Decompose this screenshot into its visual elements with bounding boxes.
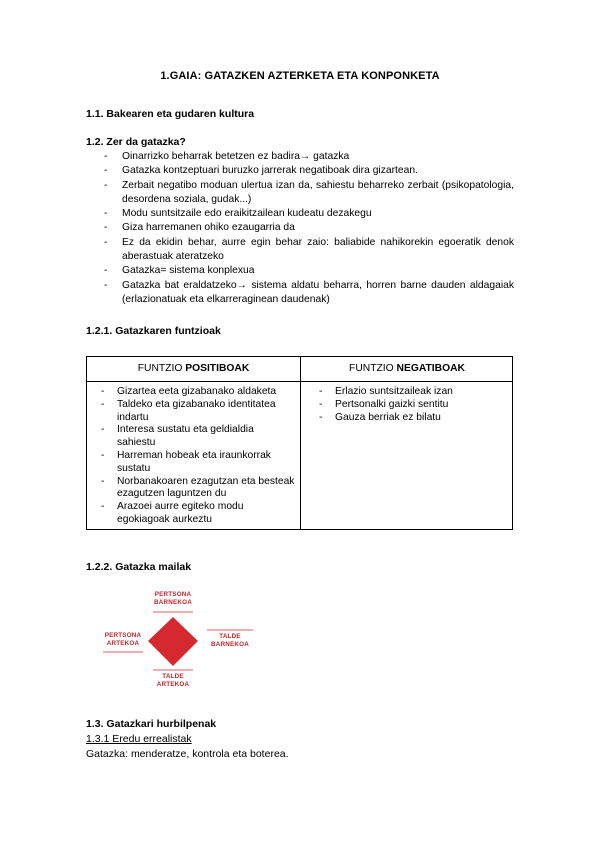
- definition-bullet-list: [86, 150, 514, 307]
- label-line: ARTEKOA: [106, 639, 140, 647]
- positive-functions-list: [95, 386, 295, 527]
- list-item: - Gatazka= sistema konplexua: [86, 264, 514, 278]
- table-divider: [300, 357, 301, 529]
- list-item: - Norbanakoaren ezagutzan eta besteak ezagutzen laguntzen du: [95, 476, 295, 502]
- conflict-levels-diagram: [100, 588, 270, 694]
- heading-1-3: 1.3. Gatazkari hurbilpenak: [86, 718, 217, 730]
- list-item: - Zerbait negatibo moduan ulertua izan da, sahiestu beharreko zerbait (psikopatologia, desordena soziala, gudak...): [86, 179, 514, 208]
- heading-1-2: 1.2. Zer da gatazka?: [86, 136, 186, 148]
- list-item: - Modu suntsitzaile edo eraikitzailean kudeatu dezakegu: [86, 207, 514, 221]
- negative-functions-list: [313, 386, 503, 424]
- closing-paragraph: Gatazka: menderatze, kontrola eta boterea.: [86, 748, 289, 760]
- list-item: - Gizartea eeta gizabanako aldaketa: [95, 386, 295, 399]
- list-item: - Gauza berriak ez bilatu: [313, 412, 503, 425]
- positive-functions-header: [87, 357, 300, 381]
- header-emphasis: POSITIBOAK: [185, 363, 250, 374]
- label-line: PERTSONA: [154, 591, 192, 598]
- label-line: TALDE: [162, 673, 184, 680]
- table-divider: [87, 381, 512, 382]
- list-item: - Erlazio suntsitzaileak izan: [313, 386, 503, 399]
- label-line: ARTEKOA: [156, 680, 190, 688]
- negative-functions-header: [301, 357, 513, 381]
- list-item: - Pertsonalki gaizki sentitu: [313, 399, 503, 412]
- label-talde-artekoa: [150, 673, 196, 688]
- heading-1-2-1: 1.2.1. Gatazkaren funtzioak: [86, 325, 221, 337]
- document-title: 1.GAIA: GATAZKEN AZTERKETA ETA KONPONKETA: [160, 70, 440, 82]
- label-line: TALDE: [219, 633, 241, 640]
- diamond-shape: [148, 617, 198, 666]
- list-item: - Ez da ekidin behar, aurre egin behar zaio: baliabide nahikorekin egoeratik denok aberastuak ateratzeko: [86, 236, 514, 265]
- functions-table: [86, 356, 513, 530]
- list-item: - Oinarrizko beharrak betetzen ez badira→ gatazka: [86, 150, 514, 164]
- label-pertsona-barnekoa: [150, 591, 196, 606]
- label-line: PERTSONA: [104, 632, 142, 639]
- label-talde-barnekoa: [206, 633, 254, 648]
- list-item: - Giza harremanen ohiko ezaugarria da: [86, 221, 514, 235]
- header-prefix: FUNTZIO: [349, 363, 397, 374]
- list-item: - Harreman hobeak eta iraunkorrak sustatu: [95, 450, 295, 476]
- list-item: - Taldeko eta gizabanako identitatea indartu: [95, 399, 295, 425]
- list-item: - Gatazka bat eraldatzeko→ sistema aldatu beharra, horren barne dauden aldagaiak (erlazionatuak eta elkarreraginean daudenak): [86, 279, 514, 308]
- label-pertsona-artekoa: [100, 632, 146, 647]
- list-item: - Gatazka kontzeptuari buruzko jarrerak negatiboak dira gizartean.: [86, 164, 514, 178]
- label-line: BARNEKOA: [154, 598, 192, 606]
- list-item: - Interesa sustatu eta geldialdia sahiestu: [95, 424, 295, 450]
- heading-1-3-1: 1.3.1 Eredu errealistak: [86, 733, 192, 745]
- heading-1-2-2: 1.2.2. Gatazka mailak: [86, 561, 192, 573]
- label-line: BARNEKOA: [211, 640, 249, 648]
- list-item: - Arazoei aurre egiteko modu egokiagoak aurkeztu: [95, 501, 295, 527]
- heading-1-1: 1.1. Bakearen eta gudaren kultura: [86, 108, 255, 120]
- header-emphasis: NEGATIBOAK: [396, 363, 465, 374]
- header-prefix: FUNTZIO: [137, 363, 186, 374]
